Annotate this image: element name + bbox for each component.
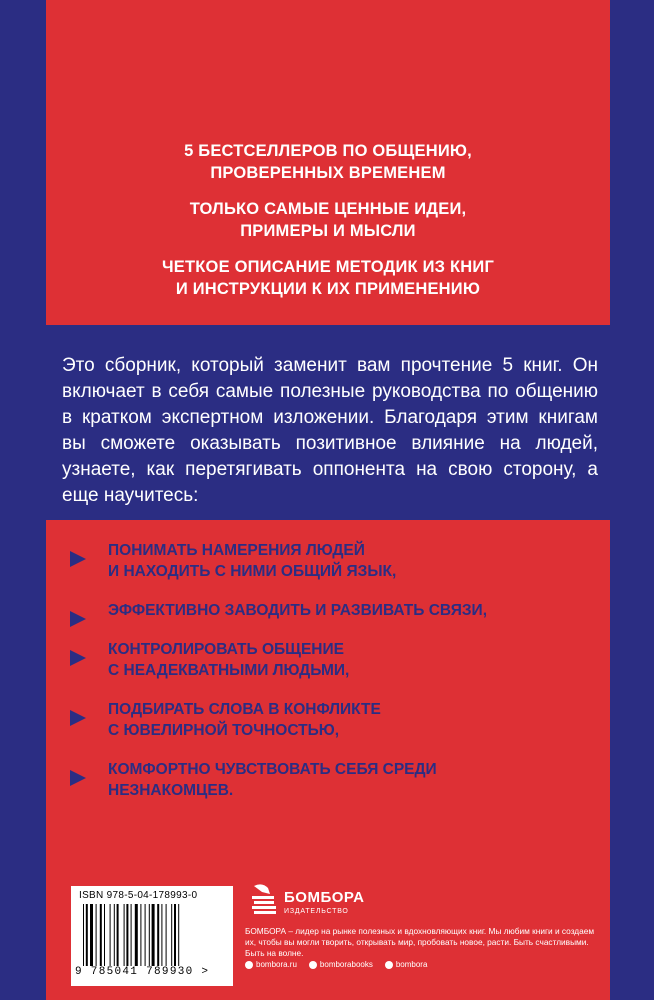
key-points [46, 140, 610, 314]
vk-link[interactable]: bomborabooks [309, 960, 373, 969]
triangle-bullet-icon [70, 611, 86, 627]
telegram-icon [385, 961, 393, 969]
skills-list [70, 540, 600, 819]
publisher-name: БОМБОРА [284, 889, 365, 906]
website-link[interactable]: bombora.ru [245, 960, 297, 969]
key-point: ТОЛЬКО САМЫЕ ЦЕННЫЕ ИДЕИ, ПРИМЕРЫ И МЫСЛИ [189, 200, 467, 240]
publisher-subtitle: ИЗДАТЕЛЬСТВО [284, 908, 349, 915]
list-item: КОМФОРТНО ЧУВСТВОВАТЬ СЕБЯ СРЕДИ НЕЗНАКОМЦЕВ. [70, 759, 600, 801]
vk-icon [309, 961, 317, 969]
description-text: Это сборник, который заменит вам прочтение 5 книг. Он включает в себя самые полезные руководства по общению в кратком экспертном изложении. Благодаря этим книгам вы сможете оказывать позитивное влияние на людей, узнаете, как перетягивать оппонента на свою сторону, а еще научитесь: [62, 355, 598, 506]
list-item: ЭФФЕКТИВНО ЗАВОДИТЬ И РАЗВИВАТЬ СВЯЗИ, [70, 600, 600, 621]
publisher-blurb: БОМБОРА – лидер на рынке полезных и вдохновляющих книг. Мы любим книги и создаем их, чтобы вы могли творить, открывать мир, пробовать новое, расти. Быть счастливыми. Быть на волне. [245, 926, 595, 958]
key-point: 5 БЕСТСЕЛЛЕРОВ ПО ОБЩЕНИЮ, ПРОВЕРЕННЫХ ВРЕМЕНЕМ [184, 142, 472, 182]
barcode-bars [83, 904, 223, 966]
globe-icon [245, 961, 253, 969]
list-item: КОНТРОЛИРОВАТЬ ОБЩЕНИЕ С НЕАДЕКВАТНЫМИ ЛЮДЬМИ, [70, 639, 600, 681]
barcode-digits: 9 785041 789930 > [75, 966, 210, 978]
list-item: ПОДБИРАТЬ СЛОВА В КОНФЛИКТЕ С ЮВЕЛИРНОЙ ТОЧНОСТЬЮ, [70, 699, 600, 741]
triangle-bullet-icon [70, 551, 86, 567]
key-point: ЧЕТКОЕ ОПИСАНИЕ МЕТОДИК ИЗ КНИГ И ИНСТРУКЦИИ К ИХ ПРИМЕНЕНИЮ [162, 258, 494, 298]
social-link[interactable]: bombora [385, 960, 428, 969]
list-item: ПОНИМАТЬ НАМЕРЕНИЯ ЛЮДЕЙ И НАХОДИТЬ С НИМИ ОБЩИЙ ЯЗЫК, [70, 540, 600, 582]
triangle-bullet-icon [70, 650, 86, 666]
triangle-bullet-icon [70, 770, 86, 786]
triangle-bullet-icon [70, 710, 86, 726]
publisher-links [245, 960, 605, 969]
barcode [71, 886, 233, 986]
isbn-text: ISBN 978-5-04-178993-0 [79, 890, 198, 901]
